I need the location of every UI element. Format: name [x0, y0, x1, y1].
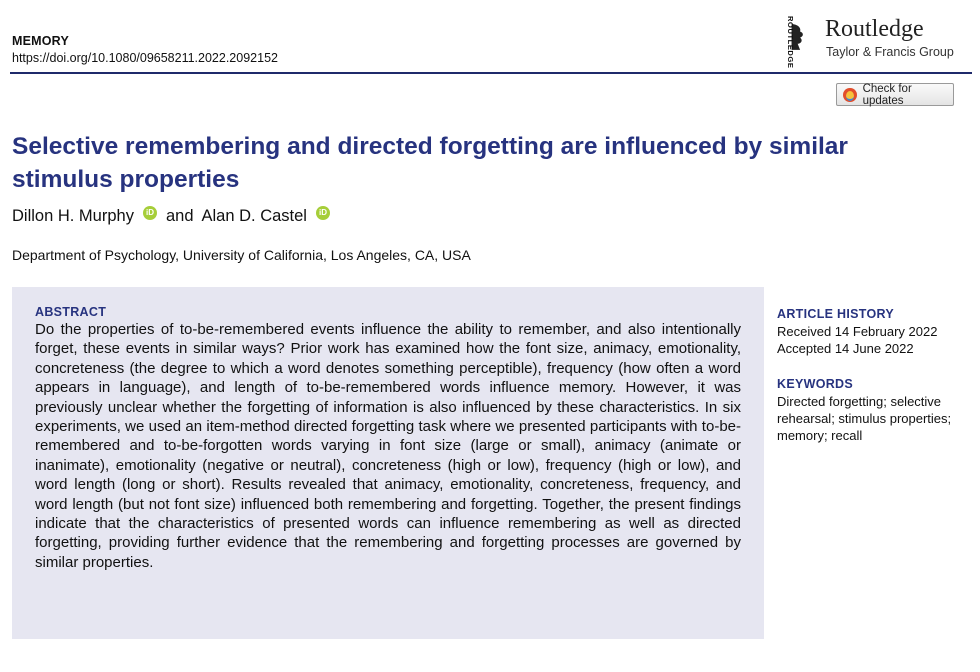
abstract-text: Do the properties of to-be-remembered events influence the ability to remember, and also intentionally forget, these events in similar ways? Prior work has examined how the font size, animacy, emotionality, concreteness (the degree to which a word denotes something perceptible), frequency (how often a word appears in language), and length of to-be-remembered words influence memory. However, it was previously unclear whether the forgetting of information is also influenced by these characteristics. In six experiments, we used an item-method directed forgetting task where we presented participants with to-be-remembered and to-be-forgotten words varying in font size (large or small), animacy (animate or inanimate), emotionality (negative or neutral), concreteness (high or low), frequency (high or low), and word length (long or short). Results revealed that animacy, emotionality, concreteness, frequency, and word length (but not font size) influenced both remembering and forgetting. Together, the present findings indicate that the characteristics of presented words can influence remembering as well as directed forgetting, providing further evidence that the remembering and forgetting processes are governed by similar properties.	[35, 321, 741, 571]
journal-header	[12, 33, 278, 67]
publisher-name: Routledge	[825, 16, 924, 42]
check-for-updates-label: Check for updates	[862, 82, 912, 107]
publisher-mark: ROUTLEDGE	[786, 16, 795, 69]
received-date: Received 14 February 2022	[777, 324, 938, 339]
article-history	[777, 306, 967, 357]
journal-name: MEMORY	[12, 34, 69, 48]
check-for-updates-icon	[843, 88, 857, 102]
author-name[interactable]: Dillon H. Murphy	[12, 207, 134, 225]
author-name[interactable]: Alan D. Castel	[201, 207, 307, 225]
abstract-section	[12, 287, 764, 639]
keywords-heading: KEYWORDS	[777, 377, 854, 391]
publisher-group: Taylor & Francis Group	[826, 45, 954, 59]
affiliation: Department of Psychology, University of California, Los Angeles, CA, USA	[12, 247, 471, 263]
orcid-icon[interactable]: iD	[143, 206, 157, 220]
article-title: Selective remembering and directed forgetting are influenced by similar stimulus properties	[12, 133, 848, 193]
publisher-logo	[783, 14, 968, 69]
keywords	[777, 376, 967, 444]
orcid-icon[interactable]: iD	[316, 206, 330, 220]
author-list	[12, 207, 339, 226]
article-history-heading: ARTICLE HISTORY	[777, 307, 895, 321]
author-joiner: and	[165, 207, 194, 225]
doi-link[interactable]: https://doi.org/10.1080/09658211.2022.2092152	[12, 51, 278, 65]
accepted-date: Accepted 14 June 2022	[777, 341, 914, 356]
keywords-text: Directed forgetting; selective rehearsal; stimulus properties; memory; recall	[777, 394, 952, 443]
check-for-updates-button[interactable]	[836, 83, 954, 106]
article-info-sidebar	[777, 306, 967, 463]
header-divider	[10, 72, 972, 74]
abstract-heading: ABSTRACT	[35, 305, 107, 319]
